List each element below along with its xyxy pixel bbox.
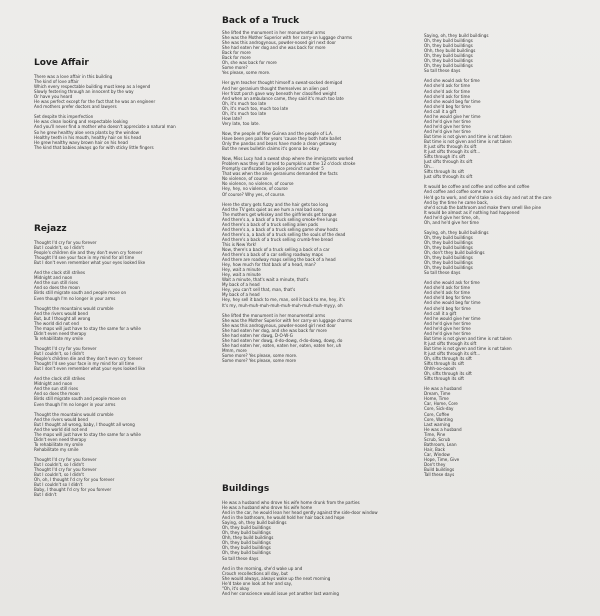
lyric-line: He grew healthy wavy brown hair on his head (34, 139, 128, 145)
lyric-line: Oh... (424, 164, 434, 170)
lyric-line: And he'd give her time (424, 330, 471, 336)
lyric-line: But I thought all wrong, baby, I thought all wrong (34, 421, 135, 427)
lyric-line: And the TV gets quiet as we hum a real bad song (222, 206, 324, 212)
lyric-line: And he'd give her time, oh, (424, 214, 480, 220)
lyric-line: she'd scrub the bathroom and make them smell like pine (424, 204, 541, 210)
lyric-line: Hey, how much for that back of a head, man? (222, 262, 316, 268)
lyric-line: And she would ask for time (424, 280, 480, 286)
lyrics (222, 500, 400, 596)
lyric-line: And there's a back of a car selling roadway maps (222, 252, 323, 258)
lyric-line: And she'd ask for time (424, 285, 471, 291)
lyric-line: Oh, they build buildings (424, 244, 473, 250)
lyric-line: People's children die and they don't even cry forever (34, 250, 143, 256)
lyric-line: And by the time he came back, (424, 199, 489, 205)
lyric-line: It's my, muh-muh-muh-muh-muh-muh-muh-muh-myyy, oh (222, 302, 343, 308)
lyric-line: This is New York! (222, 241, 257, 247)
lyric-line: Oh, they build buildings (424, 53, 473, 59)
lyric-line: Back for more (222, 55, 251, 61)
lyric-line: And there's a, a back of a truck selling the souls of the dead (222, 231, 346, 237)
lyric-line: Hey, you can't sell that, man, that's (222, 287, 296, 293)
lyric-line: The mothers get whiskey and the girlfriends get tongue (222, 211, 337, 217)
lyric-line: Oh, they build buildings (424, 43, 473, 49)
lyric-line: And there's a, a back of a truck selling game show hosts (222, 226, 338, 232)
lyrics (34, 74, 210, 150)
lyric-line: And when an ambulance came, they said it's much too late (222, 95, 344, 101)
lyric-line: Baby, I thought I'd cry for you forever (34, 487, 112, 493)
lyric-line: And the rivers would bend (34, 416, 88, 422)
lyric-line: He was clean looking and respectable looking (34, 119, 128, 125)
lyric-line: And the sun still rises (34, 280, 78, 286)
lyric-line: Car, Home, Core (424, 401, 458, 407)
lyric-line: And there are roadway maps selling the back of a head (222, 257, 336, 263)
lyric-line: Hey, hey, no violence, of course (222, 186, 288, 192)
lyric-line: And he'd give her time (424, 118, 471, 124)
lyric-line: Oh, it's much too late (222, 100, 267, 106)
lyric-line: And she'd beg for time (424, 305, 471, 311)
song-title: Buildings (222, 484, 270, 494)
lyric-line: And mothers prefer doctors and lawyers (34, 104, 117, 110)
lyric-line: But the news bulletin claims it's gonna be okay (222, 146, 319, 152)
lyric-line: Didn't even need therapy (34, 436, 87, 442)
stanza (222, 131, 400, 151)
lyric-line: She lifted the monument in her monumental arms (222, 30, 326, 35)
lyric-line: He was a husband (424, 426, 462, 432)
lyric-line: Oh, sifts through its sift (424, 371, 472, 377)
lyric-line: Dream, Time (424, 391, 451, 397)
song-back-of-a-truck (222, 16, 400, 363)
lyric-line: To rehabilitate my smile (34, 335, 83, 341)
lyric-line: Oh, they build buildings (424, 234, 473, 240)
lyric-line: The maps will just have to stay the same for a while (34, 431, 141, 437)
lyric-line: And the sun still rises (34, 386, 78, 392)
lyric-line: But, but I thought all wrong (34, 315, 91, 321)
lyric-line: Don't they (424, 461, 446, 467)
song-love-affair (34, 58, 210, 150)
lyric-line: But I couldn't, so I didn't (34, 472, 84, 478)
lyric-line: And her geranium thought themselves an alien pod (222, 85, 328, 91)
lyric-line: Some more? Yes please, some more (222, 358, 296, 364)
lyric-line: She was the Mother Superior with her carry-on luggage charms (222, 317, 353, 323)
lyric-line: Now, the people of New Guinea and the people of L.A. (222, 130, 334, 136)
lyric-line: Healthy teeth in his mouth, healthy hair on his head (34, 134, 142, 140)
lyric-line: Oh, they build buildings (424, 38, 473, 44)
lyric-line: Oh, they build buildings (424, 265, 473, 271)
stanza (34, 114, 210, 149)
lyric-line: Hey, hey sell it back to me, man, sell it back to me, hey, it's (222, 297, 345, 303)
lyric-line: Which every respectable building must keep as a legend (34, 84, 151, 90)
lyric-line: But I couldn't so I didn't (34, 482, 83, 488)
lyric-line: And she'd ask for time (424, 83, 471, 89)
lyric-line: Hair, Back (424, 446, 445, 452)
song-title: Rejazz (34, 224, 67, 234)
lyric-line: And she'd beg for time (424, 103, 471, 109)
stanza (34, 346, 210, 371)
stanza (34, 457, 210, 497)
lyric-line: Bathroom, Lean (424, 441, 457, 447)
lyrics (34, 240, 210, 497)
lyric-line: Slowly festering through an innocent by the way (34, 89, 134, 95)
lyric-line: And she'd ask for time (424, 88, 471, 94)
lyric-line: And the clock still strikes (34, 270, 86, 276)
lyric-line: Saying, oh, they build buildings (222, 520, 287, 526)
lyric-line: And the world did not end (34, 426, 88, 432)
lyric-line: Oh, they build buildings (222, 540, 271, 546)
lyric-line: Her gym teacher thought himself a sweat-socked demigod (222, 80, 343, 86)
lyric-line: Scrub, Scrub (424, 436, 451, 442)
lyric-line: The kind that babies always go for with sticky little fingers (34, 144, 154, 150)
lyric-line: Some more? (222, 65, 248, 71)
lyric-line: Her frizzt porch gave way beneath her classified weight (222, 90, 337, 96)
lyric-line: Ohh, they build buildings (424, 48, 476, 54)
lyric-line: Hey, wait a minute (222, 272, 261, 278)
lyric-line: Sifts through its sift (424, 361, 464, 367)
lyric-line: Oh, they build buildings (222, 530, 271, 536)
lyric-line: Oh, they build buildings (424, 63, 473, 69)
lyric-line: And so does the moon (34, 391, 80, 397)
lyric-line: And coffee and coffee some more (424, 189, 494, 195)
lyric-line: And her conscience would issue yet another last warning (222, 590, 339, 596)
lyric-line: Just sifts through its sift (424, 159, 473, 165)
lyric-line: There was a love affair in this building (34, 74, 113, 79)
lyric-line: Sifts through its sift (424, 169, 464, 175)
lyric-line: Oh, they build buildings (222, 550, 271, 556)
lyric-line: And she would beg for time (424, 98, 481, 104)
lyric-line: Oh, they build buildings (424, 260, 473, 266)
lyric-line: Oh, they build buildings (222, 545, 271, 551)
stanza (34, 376, 210, 406)
stanza (34, 240, 210, 265)
lyric-line: And there's a, a back of a truck selling smoke-free lungs (222, 216, 338, 222)
lyric-line: My back of a head (222, 282, 260, 288)
lyric-line: No violence, of course (222, 176, 268, 182)
lyric-line: And the clock still strikes (34, 376, 86, 382)
lyric-line: And you'll never find a mother who doesn't appreciate a natural man (34, 124, 176, 130)
lyric-line: Thought I'd cry for you forever (34, 467, 97, 473)
lyric-line: Thought I'd cry for you forever (34, 457, 97, 463)
lyric-line: He was a husband (424, 386, 462, 392)
lyric-line: Yes please, some more. (222, 70, 271, 76)
lyric-line: Birds still migrate south and people move on (34, 290, 127, 296)
lyric-line: Midnight and noon (34, 275, 73, 281)
lyric-line: But time is not given and time is not taken (424, 133, 512, 139)
lyric-line: And so does the moon (34, 285, 80, 291)
lyric-line: Hope, Time, Give (424, 456, 460, 462)
lyric-line: And call it a gift (424, 108, 457, 114)
lyric-line: So he grew healthy aloe vera plants by the window (34, 129, 140, 135)
lyric-line: Time, Pine (424, 431, 446, 437)
lyric-line: He'd go to work, and she'd take a sick day and not at the care (424, 194, 552, 200)
lyric-line: Thought I'd see your face in my mind for all time (34, 255, 135, 261)
lyric-line: Tall these days (424, 472, 455, 478)
lyric-line: And he'd give her time (424, 320, 471, 326)
lyric-line: And there's a back of a truck selling crumb-free bread (222, 236, 333, 242)
lyric-line: Have been pen pals for years 'cause they both hate ballet (222, 135, 342, 141)
lyric-line: And the rivers would bend (34, 310, 88, 316)
lyric-line: Even though I'm no longer in your arms (34, 401, 116, 407)
lyric-line: Core, Wanting (424, 416, 453, 422)
lyric-line: Oh, oh, I thought I'd cry for you forever (34, 477, 115, 483)
song-title: Love Affair (34, 58, 89, 68)
lyric-line: It would be coffee and coffee and coffee and coffee (424, 184, 530, 190)
lyric-line: It would be almost as if nothing had happened (424, 209, 520, 215)
lyric-line: Last warning (424, 421, 451, 427)
lyric-line: But I don't even remember what your eyes looked like (34, 366, 146, 372)
lyric-line: Sifts through it's sift (424, 154, 466, 160)
lyric-line: And she'd ask for time (424, 290, 471, 296)
lyric-line: It just sifts through its sift (424, 340, 477, 346)
lyric-line: And she'd beg for time (424, 295, 471, 301)
lyric-line: Very late, too late. (222, 120, 260, 126)
lyric-line: It just sifts through its sift... (424, 350, 481, 356)
lyric-line: And she would ask for time (424, 78, 480, 84)
lyric-line: My back of a head (222, 292, 260, 298)
lyric-line: Of course? Why yes, of course. (222, 191, 286, 197)
lyric-line: Birds still migrate south and people move on (34, 396, 127, 402)
lyric-line: But time is not given and time is not taken (424, 138, 512, 144)
lyric-line: Midnight and noon (34, 381, 73, 387)
lyric-line: And call it a gift (424, 310, 457, 316)
lyric-line: And she would beg for time (424, 300, 481, 306)
stanza (222, 30, 400, 75)
lyric-line: He'd take one look at her and say, (222, 580, 293, 586)
lyric-line: Mmm, more (222, 347, 247, 353)
lyric-line: Core, Coffee (424, 411, 450, 417)
lyric-line: Oh, it's much too late (222, 110, 267, 116)
lyric-line: Even though I'm no longer in your arms (34, 295, 116, 301)
lyric-line: It just sifts through its sift (424, 144, 477, 150)
lyric-line: Just sifts through its sift (424, 174, 473, 180)
lyric-line: He was perfect except for the fact that he was an engineer (34, 99, 156, 105)
lyric-line: Thought I'd cry for you forever (34, 240, 97, 245)
lyrics (222, 30, 400, 363)
lyric-line: People's children die and they don't even cry forever (34, 356, 143, 362)
lyric-line: So tall these days (222, 555, 259, 561)
stanza (222, 156, 400, 196)
lyric-line: The world did not end (34, 320, 79, 326)
lyric-line: Ohhh-oo-ooooh (424, 366, 456, 372)
lyric-line: And she'd ask for time (424, 93, 471, 99)
lyric-line: Thought the mountains would crumble (34, 411, 114, 417)
lyric-line: She had eaten her, eaten, eaten her, eaten, eaten her, uh (222, 342, 342, 348)
lyric-line: Sifts through its sift (424, 376, 464, 382)
lyric-line: And in the car, he would lean her head gently against the side-door window (222, 510, 378, 516)
lyric-line: But I don't even remember what your eyes looked like (34, 260, 146, 266)
lyric-line: She was this androgynous, powder-nosed girl next door (222, 322, 336, 328)
stanza (34, 74, 210, 109)
lyric-line: But I couldn't, so I didn't (34, 351, 84, 357)
lyric-line: Didn't even need therapy (34, 330, 87, 336)
stanza (34, 412, 210, 452)
lyric-line: And in the morning, she'd wake up and (222, 565, 303, 571)
lyric-line: Only the pandas and bears have made a clean getaway (222, 141, 337, 147)
lyric-line: Build buildings (424, 467, 455, 473)
lyric-line: And he would give her time (424, 113, 481, 119)
lyric-line: Oh, they build buildings (424, 255, 473, 261)
lyric-line: Thought I'd cry for you forever (34, 345, 97, 351)
lyric-line: But I didn't (34, 492, 57, 498)
song-title: Back of a Truck (222, 16, 300, 26)
lyric-line: Rehabilitate my smile (34, 446, 79, 452)
lyric-line: And he'd give her time (424, 128, 471, 134)
lyric-line: And he'd give her time (424, 123, 471, 129)
lyric-line: She was this androgynous, powder-nosed girl next door (222, 40, 336, 46)
lyric-line: To rehabilitate my smile (34, 441, 83, 447)
lyric-line: No violence, no violence, of course (222, 181, 294, 187)
lyric-line: Car, Window (424, 451, 450, 457)
stanza (424, 78, 592, 179)
lyric-line: Saying, oh, they build buildings (424, 229, 489, 235)
stanza (34, 270, 210, 300)
stanza (424, 230, 592, 275)
lyric-line: Thought the mountains would crumble (34, 305, 114, 311)
lyric-line: But time is not given and time is not taken (424, 345, 512, 351)
lyrics (424, 33, 592, 477)
stanza (222, 566, 400, 596)
stanza (222, 313, 400, 363)
lyric-line: Here the story gets fuzzy and the hair gets too long (222, 201, 329, 207)
stanza (222, 80, 400, 125)
lyric-line: Oh, they build buildings (424, 239, 473, 245)
lyric-line: She had eaten her dowg, d-do-dowg, d-do-dowg, dowg, do (222, 337, 343, 343)
stanza (424, 280, 592, 381)
lyric-line: Oh, it's much too, much too late (222, 105, 289, 111)
lyric-line: Back for more (222, 50, 251, 56)
stanza (424, 386, 592, 477)
lyric-line: Problem was they all turned to pumpkins at the 12 o'clock stroke (222, 161, 356, 167)
lyric-line: Home, Time (424, 396, 449, 402)
lyric-line: How late? (222, 115, 243, 121)
lyric-line: She was the Mother Superior with her carry-on luggage charms (222, 35, 353, 41)
lyric-line: He was a husband who drove his wife home (222, 505, 313, 511)
lyric-line: Hey, wait a minute (222, 267, 261, 273)
lyric-line: Oh, she was back for more (222, 60, 277, 66)
lyric-line: Oh, and he'd give her time (424, 219, 479, 225)
song-buildings-continued (424, 33, 592, 477)
lyric-line: Or have you heard (34, 94, 73, 100)
song-rejazz (34, 224, 210, 497)
lyric-line: That was when the alien geraniums demanded the facts (222, 171, 338, 177)
lyric-line: And he would give her time (424, 315, 481, 321)
lyric-line: Some more? Yes please, some more. (222, 353, 298, 358)
lyric-line: So tall these days (424, 270, 461, 276)
lyric-line: Wait a minute, that's wait a minute, that's (222, 277, 309, 283)
lyric-line: She lifted the monument in her monumental arms (222, 312, 326, 318)
stanza (222, 500, 400, 561)
lyric-line: The kind of love affair (34, 79, 79, 85)
lyric-line: "Oh, it's okay (222, 585, 250, 591)
lyric-line: Oh, don't they build buildings (424, 250, 485, 256)
lyric-line: And there's a back of a truck selling alien pads (222, 221, 318, 227)
lyric-line: She would always, always wake up the next morning (222, 575, 331, 581)
lyric-line: She had eaten her dawg, D-O-W-G (222, 332, 293, 338)
lyric-line: But I couldn't, so I didn't (34, 245, 84, 251)
lyric-line: Ohh, they build buildings (222, 535, 274, 541)
lyric-line: Thought I'd see your face in my mind for all time (34, 361, 135, 367)
lyric-line: Now, Miss Lucy had a sweat shop where the immigrants worked (222, 156, 354, 162)
stanza (424, 184, 592, 224)
stanza (424, 33, 592, 73)
lyric-line: It just sifts through its sift... (424, 149, 481, 155)
lyric-line: So tall these days (424, 68, 461, 74)
lyric-line: Now, there's a back of a truck selling a back of a car (222, 247, 330, 253)
lyric-line: And he'd give her time (424, 325, 471, 331)
lyric-line: Oh, they build buildings (424, 58, 473, 64)
lyric-line: But I couldn't, so I didn't (34, 462, 84, 468)
lyric-line: Core, Sick-day (424, 406, 454, 412)
stanza (34, 306, 210, 341)
lyric-line: And in the bathroom, he would hold her hair back and hope (222, 515, 345, 521)
song-buildings (222, 484, 400, 596)
lyric-line: He was a husband who drove his wife home drunk from the parties (222, 500, 360, 505)
lyric-line: Crouch recollections all day, but (222, 570, 288, 576)
lyric-line: Oh, they build buildings (222, 525, 271, 531)
lyric-line: She had eaten her dog, and she was back for more (222, 327, 327, 333)
stanza (222, 202, 400, 308)
lyric-line: The maps will just have to stay the same for a while (34, 325, 141, 331)
lyric-line: Saying, oh, they build buildings (424, 33, 489, 38)
lyric-line: But time is not given and time is not taken (424, 335, 512, 341)
lyric-line: Promptly confiscated by police precinct number 5 (222, 166, 324, 172)
lyric-line: Set despite this imperfection (34, 114, 94, 120)
lyric-line: Oh, sifts through its sift (424, 356, 472, 361)
lyric-line: She had eaten her dog and she was back for more (222, 45, 326, 51)
